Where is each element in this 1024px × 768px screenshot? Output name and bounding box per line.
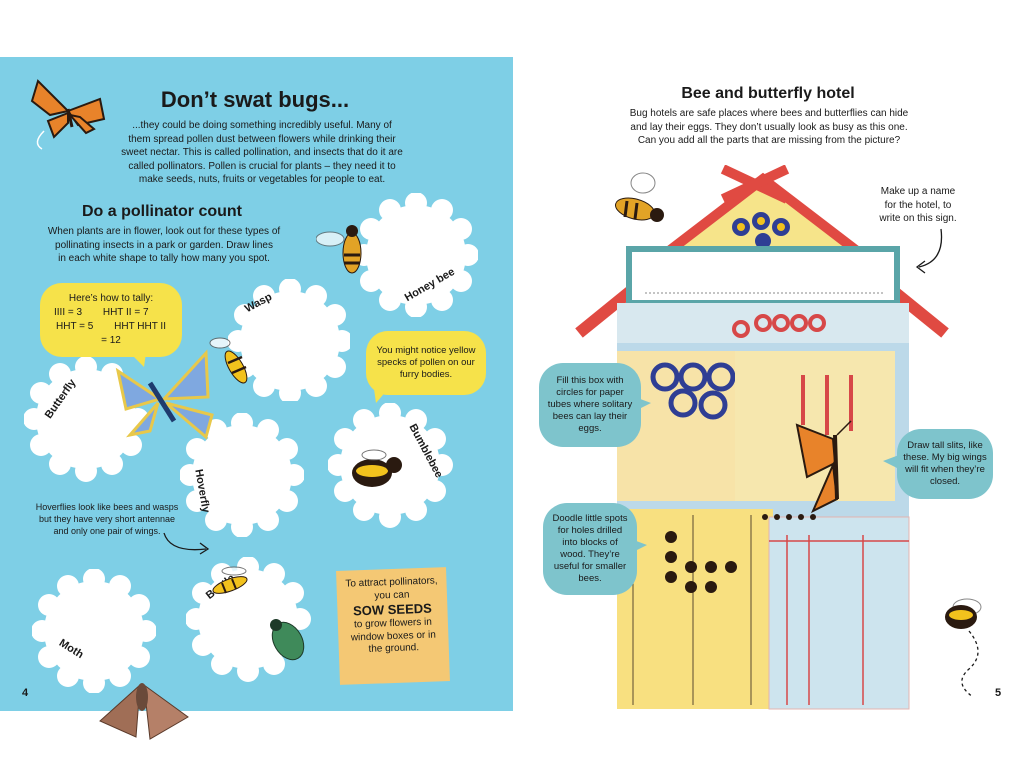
bubble-tail (635, 395, 653, 413)
bumblebee-flying-illustration (939, 589, 995, 699)
monarch-butterfly-resting-illustration (793, 419, 867, 515)
hotel-title: Bee and butterfly hotel (681, 85, 855, 102)
tally-heading: Here’s how to tally: (68, 293, 154, 304)
tally-row (54, 306, 149, 320)
instruction-line: in each white shape to tally how many you spot. (58, 253, 270, 264)
intro-line: sweet nectar. This is called pollination, and insects that do it are (121, 147, 403, 158)
blue-butterfly-illustration (108, 349, 216, 443)
bumblebee-label: Bumblebee (406, 422, 445, 480)
sign-note (863, 185, 973, 226)
intro-line: Can you add all the parts that are missing from the picture? (637, 135, 901, 146)
wasp-label: Wasp (242, 290, 275, 316)
moth-illustration (96, 677, 192, 743)
hoverfly-note-line: and only one pair of wings. (53, 526, 161, 536)
right-page (513, 57, 1024, 711)
pollinator-count-instructions (34, 225, 294, 266)
monarch-butterfly-illustration (28, 71, 108, 151)
intro-line: ...they could be doing something incredibly useful. Many of (132, 120, 392, 131)
paper-tubes-note-bubble: Fill this box with circles for paper tubes where solitary bees can lay their eggs. (539, 363, 641, 447)
bubble-tail (881, 453, 899, 471)
sign-note-line: Make up a name (880, 186, 956, 197)
honey-bee-illustration (316, 219, 372, 283)
instruction-line: When plants are in flower, look out for these types of (47, 226, 281, 237)
moth-tally-shape[interactable] (32, 569, 156, 693)
hotel-intro (609, 107, 929, 148)
intro-line: make seeds, nuts, fruits or vegetables for people to eat. (138, 174, 386, 185)
hoverfly-note-line: Hoverflies look like bees and wasps (35, 502, 179, 512)
honey-bee-label: Honey bee (402, 265, 457, 305)
intro-line: them spread pollen dust between flowers while drinking their (128, 133, 396, 145)
green-beetle-illustration (256, 613, 316, 663)
hoverfly-label: Hoverfly (192, 468, 212, 514)
page-number-right: 5 (995, 687, 1002, 699)
moth-label: Moth (56, 636, 86, 662)
curved-arrow-icon (911, 225, 951, 275)
tally-example: HHT = 5 (56, 321, 94, 332)
sign-note-line: write on this sign. (879, 213, 957, 224)
intro-line: and lay their eggs. They don’t usually look as busy as this one. (630, 121, 908, 133)
pollen-note-bubble: You might notice yellow specks of pollen on our furry bodies. (366, 331, 486, 395)
bubble-tail (631, 537, 649, 555)
bumblebee-illustration (346, 445, 410, 495)
curved-arrow-icon (162, 529, 214, 557)
page-title: Don’t swat bugs... (160, 87, 350, 112)
intro-paragraph (112, 119, 412, 187)
tally-example: HHT HHT II = 12 (101, 321, 166, 346)
intro-line: called pollinators. Pollen is crucial for plants – they need it to (128, 160, 396, 172)
instruction-line: pollinating insects in a park or garden. Draw lines (55, 239, 273, 251)
tall-slits-note-bubble: Draw tall slits, like these. My big wings will fit when they’re closed. (897, 429, 993, 499)
seeds-note-intro: To attract pollinators, you can (345, 575, 438, 602)
tally-bubble (40, 283, 182, 357)
page-number-left: 4 (22, 687, 29, 699)
sign-note-line: for the hotel, to (884, 199, 952, 211)
wood-holes-note-bubble: Doodle little spots for holes drilled into blocks of wood. They’re useful for smaller bees. (543, 503, 637, 595)
butterfly-label: Butterfly (42, 377, 79, 421)
seeds-note-outro: to grow flowers in window boxes or in the ground. (350, 616, 437, 655)
sow-seeds-emphasis: SOW SEEDS (352, 600, 433, 619)
tally-example: IIII = 3 (54, 307, 83, 318)
hoverfly-illustration (204, 563, 256, 607)
tally-row (54, 320, 168, 348)
sow-seeds-note (336, 567, 450, 685)
intro-line: Bug hotels are safe places where bees and butterflies can hide (629, 108, 909, 119)
left-page (0, 57, 513, 711)
hoverfly-note (30, 501, 184, 537)
honey-bee-flying-illustration (605, 171, 669, 231)
pollinator-count-heading: Do a pollinator count (82, 203, 242, 220)
hoverfly-note-line: but they have very short antennae (38, 514, 176, 524)
bubble-tail (374, 389, 392, 405)
tally-example: HHT II = 7 (102, 307, 149, 318)
